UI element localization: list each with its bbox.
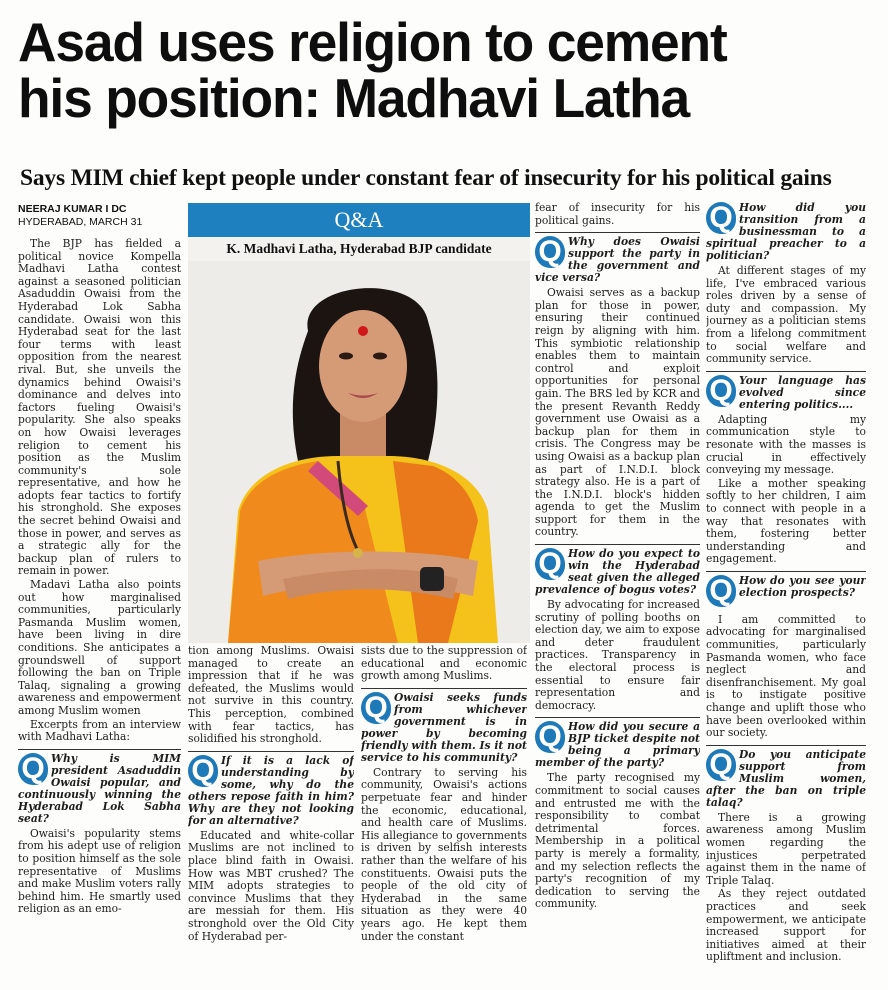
column-2 [188, 645, 354, 985]
question-mark-icon: Q [188, 755, 218, 787]
question-9-text: How do you see your election prospects? [739, 573, 866, 599]
question-mark-icon: Q [535, 236, 565, 268]
answer-3-continued: fear of insecurity for his political gains. [535, 202, 700, 227]
answer-6: The party recognised my commitment to social causes and entrusted me with the responsibility to combat detrimental forces. Membership in a political party is merely a formality, and my selection reflects the party's recognition of my dedication to serving the community. [535, 771, 700, 911]
question-7-text: How did you transition from a businessman to a spiritual preacher to a politician? [706, 202, 866, 262]
question-2 [188, 751, 354, 827]
question-mark-icon: Q [361, 692, 391, 724]
photo-caption: K. Madhavi Latha, Hyderabad BJP candidate [226, 241, 492, 256]
question-mark-icon: Q [706, 749, 736, 781]
column-5 [706, 202, 866, 985]
answer-10-b: As they reject outdated practices and seek empowerment, we anticipate increased support for initiatives aimed at their upliftment and inclusion. [706, 887, 866, 964]
answer-9: I am committed to advocating for marginalised communities, particularly Pasmanda women, who face neglect and disenfranchisement. My goal is to instigate positive change and uplift those who have been overlooked within our society. [706, 612, 866, 740]
question-10-text: Do you anticipate support from Muslim women, after the ban on triple talaq? [706, 747, 866, 809]
question-6-text: How did you secure a BJP ticket despite not being a primary member of the party? [535, 720, 700, 770]
qa-photo-box [188, 203, 530, 643]
intro-paragraph: The BJP has fielded a political novice Kompella Madhavi Latha contest against a seasoned politician Asaduddin Owaisi from the Hyderabad Lok Sabha candidate. Owaisi won this Hyderabad seat for the last four terms with least opposition from the nearest rival. But, she unveils the dynamics behind Owaisi's dominance and delves into factors fueling Owaisi's popularity. She also speaks on how Owaisi leverages religion to cement his position as the Muslim community's sole representative, and how he adopts fear tactics to fortify his stronghold. She exposes the secret behind Owaisi and those in power, and serves as a strategic ally for the backup plan of rulers to remain in power. [18, 238, 181, 578]
question-3-text: Owaisi seeks funds from whichever government is in power by becoming friendly with them. Is it not service to his community? [361, 690, 527, 764]
subheadline: Says MIM chief kept people under constant fear of insecurity for his political gains [20, 165, 832, 191]
answer-1: Owaisi's popularity stems from his adept use of religion to position himself as the sole representative of Muslims and make Muslim voters rally behind him. He smartly used religion as an emo- [18, 826, 181, 916]
question-4-text: Why does Owaisi support the party in the government and vice versa? [535, 235, 700, 285]
question-2-text: If it is a lack of understanding by some, why do the others repose faith in him? Why are they not looking for an alternative? [188, 753, 354, 827]
answer-2-continued: sists due to the suppression of educational and economic growth among Muslims. [361, 645, 527, 683]
headline-line-2: his position: Madhavi Latha [18, 67, 690, 129]
question-8 [706, 371, 866, 411]
answer-3: Contrary to serving his community, Owaisi's actions perpetuate fear and hinder the economic, educational, and health care of Muslims. His allegiance to governments is driven by selfish interests rather than the welfare of his constituents. Owaisi puts the people of the old city of Hyderabad in the same situation as they were 40 years ago. He kept them under the constant [361, 765, 527, 943]
question-6 [535, 717, 700, 769]
answer-8-b: Like a mother speaking softly to her children, I aim to connect with people in a way that resonates with them, fostering better understanding and engagement. [706, 476, 866, 566]
intro-paragraph-2: Madavi Latha also points out how marginalised communities, particularly Pasmanda Muslim women, have been living in dire conditions. She anticipates a groundswell of support following the ban on Triple Talaq, signaling a growing awareness and empowerment among Muslim women [18, 578, 181, 717]
question-mark-icon: Q [706, 202, 736, 234]
question-5 [535, 544, 700, 596]
answer-7: At different stages of my life, I've embraced various roles driven by a sense of duty and compassion. My journey as a politician stems from a lifelong commitment to social welfare and community service. [706, 264, 866, 366]
headline-line-1: Asad uses religion to cement [18, 11, 727, 73]
question-1 [18, 749, 181, 825]
question-1-text: Why is MIM president Asaduddin Owaisi popular, and continuously winning the Hyderabad Lok Sabha seat? [18, 751, 181, 825]
question-9 [706, 571, 866, 611]
answer-10: There is a growing awareness among Muslim women regarding the injustices perpetrated against them in the name of Triple Talaq. [706, 810, 866, 887]
headline [18, 11, 852, 129]
answer-1-continued: tion among Muslims. Owaisi managed to create an impression that if he was defeated, the Muslims would not survive in this country. This perception, combined with fear tactics, has solidified his stronghold. [188, 645, 354, 746]
column-1 [18, 238, 181, 983]
question-7 [706, 202, 866, 262]
question-mark-icon: Q [18, 753, 48, 785]
byline [18, 203, 183, 229]
byline-dateline: HYDERABAD, MARCH 31 [18, 216, 143, 228]
qa-label: Q&A [188, 203, 530, 237]
column-3 [361, 645, 527, 985]
question-4 [535, 232, 700, 284]
answer-2: Educated and white-collar Muslims are not inclined to place blind faith in Owaisi. How was MBT crushed? The MIM adopts strategies to convince Muslims that they are messiah for them. His stronghold over the Old City of Hyderabad per- [188, 828, 354, 943]
question-mark-icon: Q [706, 375, 736, 407]
answer-8: Adapting my communication style to resonate with the masses is crucial in effectively conveying my message. [706, 412, 866, 477]
question-mark-icon: Q [535, 548, 565, 580]
column-4 [535, 202, 700, 985]
question-3 [361, 688, 527, 764]
answer-4: Owaisi serves as a backup plan for those in power, ensuring their continued reign by aligning with him. This symbiotic relationship enables them to maintain control and exploit opportunities for personal gain. The BRS led by KCR and the present Revanth Reddy government use Owaisi as a backup plan for them in crisis. The Congress may be using Owaisi as a backup plan as part of I.N.D.I. block strategy also. He is a part of the I.N.D.I. block's hidden agenda to get the Muslim support for them in the country. [535, 286, 700, 539]
question-10 [706, 745, 866, 809]
question-5-text: How do you expect to win the Hyderabad seat given the alleged prevalence of bogus votes? [535, 547, 700, 597]
question-mark-icon: Q [706, 575, 736, 607]
byline-author: NEERAJ KUMAR I DC [18, 203, 127, 215]
question-8-text: Your language has evolved since entering politics.... [739, 373, 866, 411]
candidate-portrait [188, 261, 530, 643]
intro-paragraph-3: Excerpts from an interview with Madhavi Latha: [18, 717, 181, 744]
question-mark-icon: Q [535, 721, 565, 753]
answer-5: By advocating for increased scrutiny of polling booths on election day, we aim to expose and deter fraudulent practices. Transparency in the electoral process is essential to ensure fair representation and democracy. [535, 598, 700, 712]
